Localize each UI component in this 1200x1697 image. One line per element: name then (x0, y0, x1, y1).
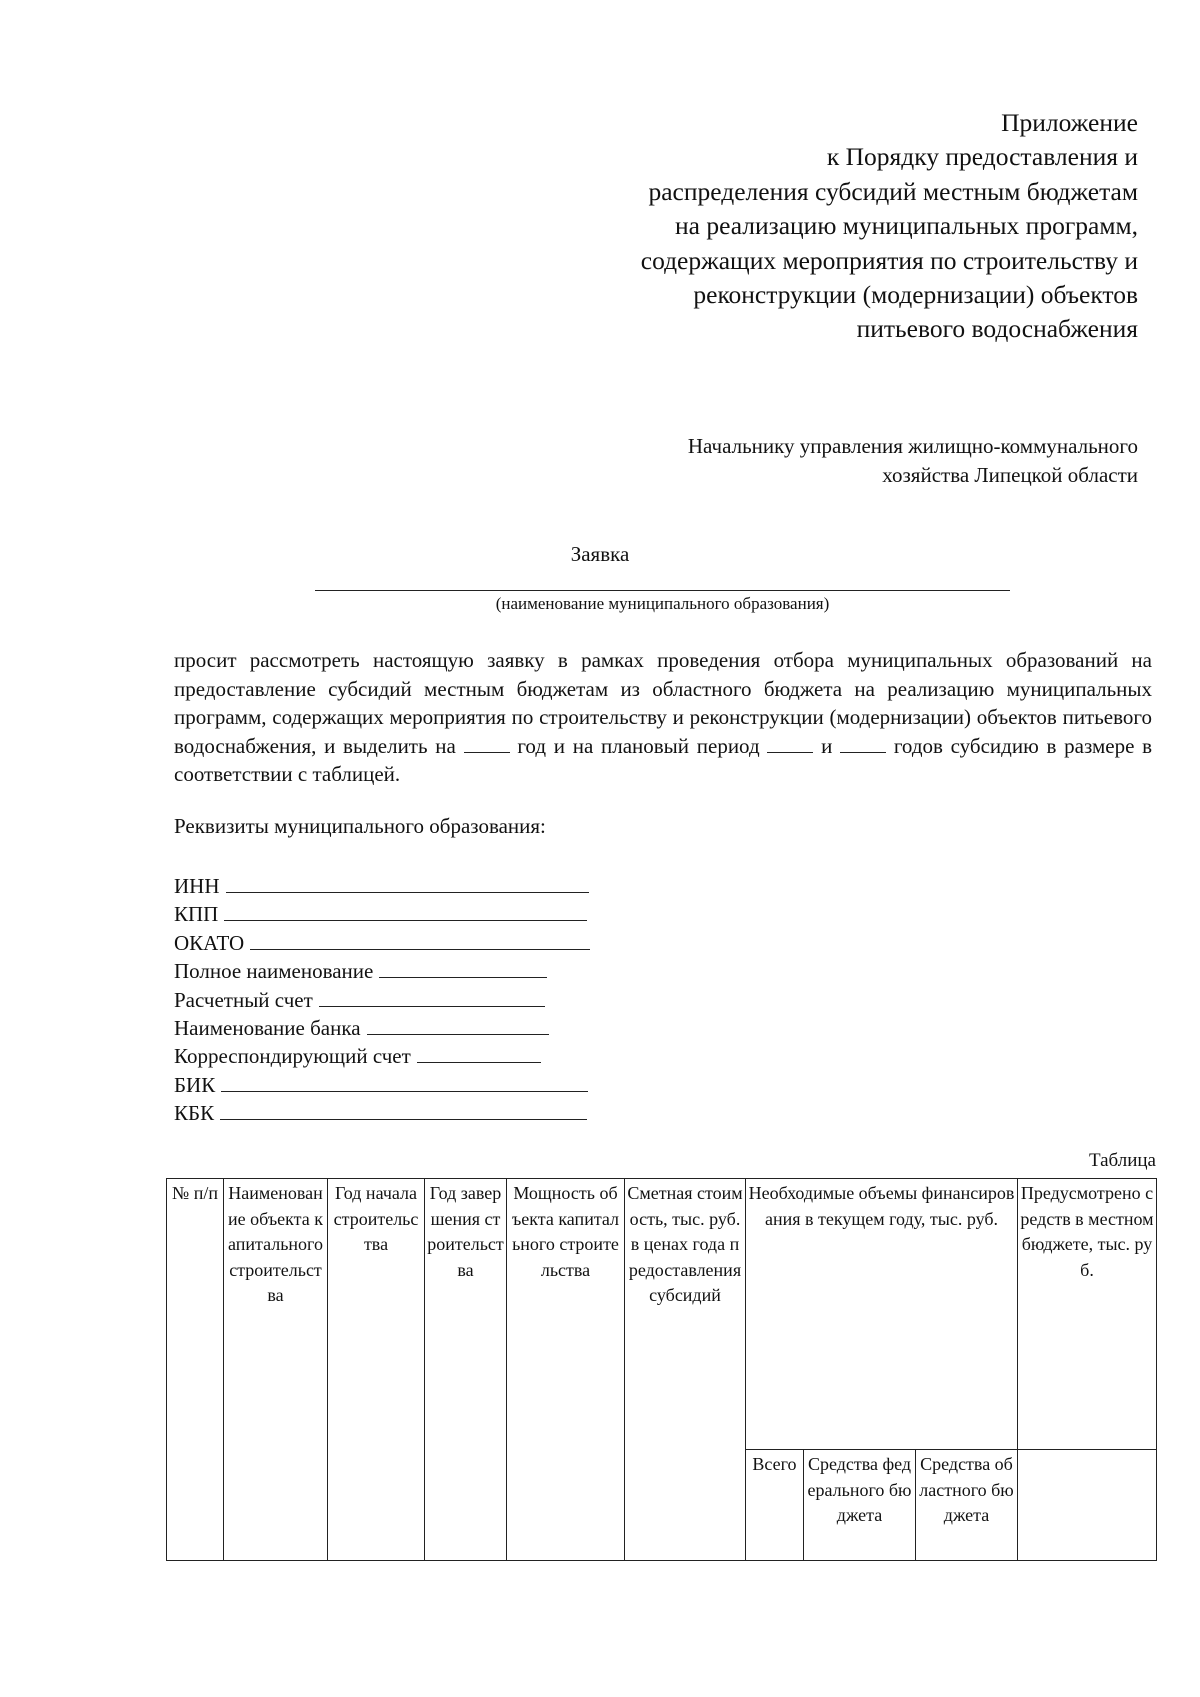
header-required-funding: Необходимые объемы финансирования в текущем году, тыс. руб. (746, 1179, 1018, 1450)
requisites-heading: Реквизиты муниципального образования: (174, 814, 546, 838)
appendix-line: питьевого водоснабжения (856, 314, 1138, 344)
municipality-name-caption: (наименование муниципального образования) (495, 594, 830, 613)
request-text: год (517, 733, 546, 758)
kpp-blank (224, 904, 587, 921)
inn-blank (226, 876, 589, 893)
account-blank (319, 990, 545, 1007)
appendix-line: Приложение (1001, 108, 1138, 137)
document-title: Заявка (570, 542, 630, 566)
appendix-line: реконструкции (модернизации) объектов (693, 280, 1138, 310)
subsidy-table (166, 1178, 1157, 1561)
addressee-line: хозяйства Липецкой области (882, 463, 1138, 487)
bank-name-blank (367, 1018, 549, 1035)
header-federal-funds: Средства федерального бюджета (804, 1450, 916, 1561)
addressee-line: Начальнику управления жилищно-коммунального (687, 434, 1138, 458)
appendix-line: к Порядку предоставления и (826, 142, 1138, 172)
header-regional-funds: Средства областного бюджета (916, 1450, 1018, 1561)
appendix-line: на реализацию муниципальных программ, (675, 211, 1138, 241)
requisite-bik: БИК (174, 1071, 590, 1099)
header-number: № п/п (167, 1179, 224, 1561)
request-paragraph (174, 646, 1152, 789)
request-text: годов субсидию в размере в соответствии с таблицей. (174, 733, 1153, 786)
requisites-list (174, 872, 590, 1128)
requisite-full-name: Полное наименование (174, 957, 590, 985)
header-local-budget: Предусмотрено средств в местном бюджете, тыс. руб. (1018, 1179, 1157, 1450)
municipality-name-line (315, 590, 1010, 591)
requisite-kbk: КБК (174, 1099, 590, 1127)
header-object-name: Наименование объекта капитального строительства (224, 1179, 328, 1561)
kbk-blank (220, 1103, 587, 1120)
requisite-kpp: КПП (174, 900, 590, 928)
full-name-blank (379, 961, 547, 978)
requisite-bank-name: Наименование банка (174, 1014, 590, 1042)
header-estimated-cost: Сметная стоимость, тыс. руб. в ценах года предоставления субсидий (625, 1179, 746, 1561)
table-caption: Таблица (1088, 1150, 1156, 1171)
requisite-okato: ОКАТО (174, 929, 590, 957)
empty-cell (1018, 1450, 1157, 1561)
requisite-account: Расчетный счет (174, 986, 590, 1014)
requisite-inn: ИНН (174, 872, 590, 900)
request-text: просит рассмотреть настоящую заявку в рамках проведения отбора муниципальных образований на предоставление субсидий местным бюджетам из областного бюджета на реализацию муниципальных программ, содержащих мероприятия по строительству и реконструкции (модернизации) объектов питьевого водоснабжения, и выделить на (174, 648, 1152, 758)
header-total: Всего (746, 1450, 804, 1561)
header-capacity: Мощность объекта капитального строительства (507, 1179, 625, 1561)
header-start-year: Год начала строительства (328, 1179, 425, 1561)
request-text: и на плановый период (553, 733, 760, 758)
appendix-line: распределения субсидий местным бюджетам (648, 176, 1138, 206)
requisite-corr-account: Корреспондирующий счет (174, 1042, 590, 1070)
appendix-line: содержащих мероприятия по строительству и (640, 245, 1138, 275)
addressee (498, 432, 1138, 490)
header-end-year: Год завершения строительства (425, 1179, 507, 1561)
corr-account-blank (417, 1046, 541, 1063)
planning-year-blank-1 (767, 734, 813, 753)
request-text: и (821, 733, 833, 758)
appendix-header (498, 106, 1138, 347)
year-blank (464, 734, 510, 753)
okato-blank (250, 933, 590, 950)
planning-year-blank-2 (840, 734, 886, 753)
bik-blank (221, 1075, 588, 1092)
